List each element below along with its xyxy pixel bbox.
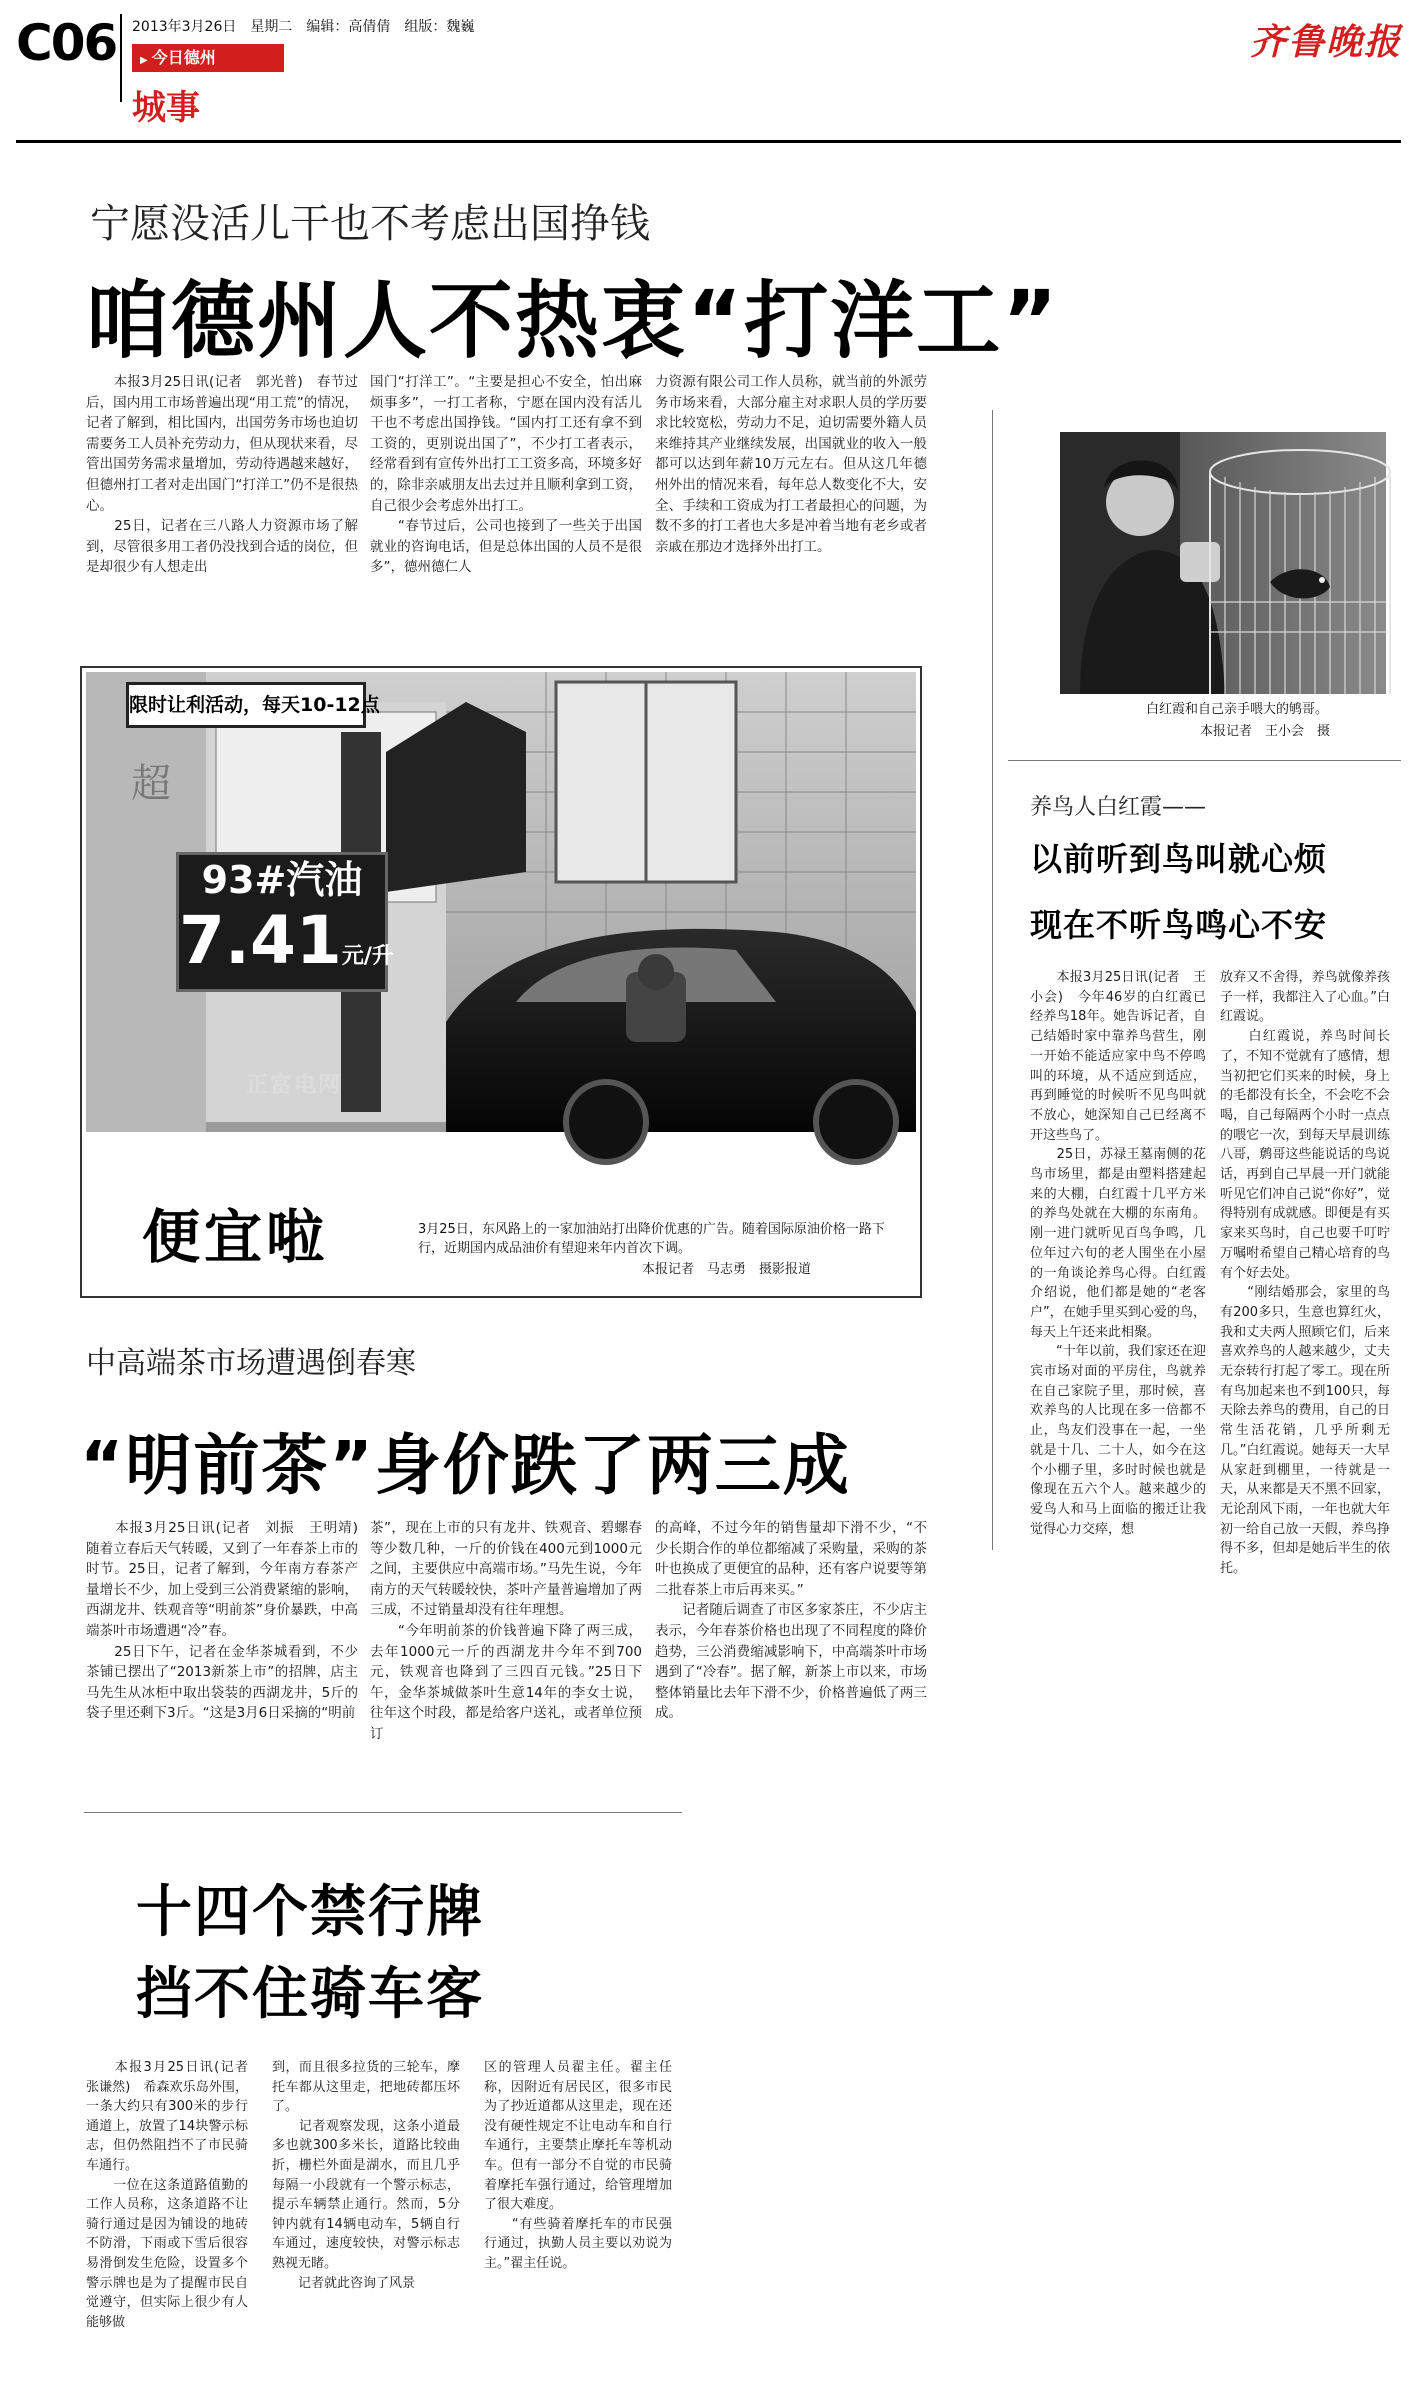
price-sign-value: 7.41 <box>179 902 342 979</box>
article-divider <box>84 1812 682 1813</box>
section-tag-arrow: ▶ <box>140 55 148 66</box>
article2-column-2: 茶”，现在上市的只有龙井、铁观音、碧螺春等少数几种，一斤的价钱在400元到1000元之间，主要供应中高端市场。”马先生说，今年南方的天气转暖较快，茶叶产量普遍增加了两三成，不过销量却没有往年理想。 “今年明前茶的价钱普遍下降了两三成，去年1000元一斤的西湖龙井今年不到700元，铁观音也降到了三四百元钱。”25日下午，金华茶城做茶叶生意14年的李女士说，往年这个时段，都是给客户送礼，或者单位预订 <box>370 1520 642 1742</box>
article2-subtitle: 中高端茶市场遭遇倒春寒 <box>86 1346 416 1381</box>
article3-title-line2: 挡不住骑车客 <box>136 1962 484 2027</box>
station-brand-sign: 正富电网 <box>246 1073 343 1098</box>
article2-title: “明前茶”身价跌了两三成 <box>80 1427 851 1504</box>
promo-sign <box>126 682 380 728</box>
masthead-logo: 齐鲁晚报 <box>1250 21 1403 63</box>
bird-keeper-photo <box>1060 432 1386 694</box>
article1-column-3: 力资源有限公司工作人员称，就当前的外派劳务市场来看，大部分雇主对求职人员的学历要求比较宽松，劳动力不足，迫切需要外籍人员来维持其产业继续发展，出国就业的收入一般都可以达到年薪10万元左右。但从这几年德州外出的情况来看，每年总人数变化不大，安全、手续和工资成为打工者最担心的问题，为数不多的打工者也大多是冲着当地有老乡或者亲戚在那边才选择外出打工。 <box>655 374 927 555</box>
article3-column-3: 区的管理人员翟主任。翟主任称，因附近有居民区，很多市民为了抄近道都从这里走，现在还没有硬性规定不让电动车和自行车通行，主要禁止摩托车等机动车。但有一部分不自觉的市民骑着摩托车强行通过，给管理增加了很大难度。 “有些骑着摩托车的市民强行通过，执勤人员主要以劝说为主。”翟主任说。 <box>484 2060 672 2271</box>
article1-title: 咱德州人不热衷“打洋工” <box>85 272 1060 370</box>
bird-section-rule <box>1008 760 1401 761</box>
article4-column-1: 本报3月25日讯(记者 王小会) 今年46岁的白红霞已经养鸟18年。她告诉记者，自己结婚时家中靠养鸟营生，刚一开始不能适应家中鸟不停鸣叫的环境，从不适应到适应，再到睡觉的时候听不见鸟叫就不放心，她深知自己已经离不开这些鸟了。 25日，苏禄王墓南侧的花鸟市场里，都是由塑料搭建起来的大棚，白红霞十几平方米的养鸟处就在大棚的东南角。刚一进门就听见百鸟争鸣，几位年过六旬的老人围坐在小屋的一角谈论养鸟心得。白红霞介绍说，他们都是她的“老客户”，在她手里买到心爱的鸟，每天上午还来此相聚。 “十年以前，我们家还在迎宾市场对面的平房住，鸟就养在自己家院子里，那时候，喜欢养鸟的人比现在多一倍都不止，鸟友们没事在一起，一坐就是十几、二十人，如今在这个小棚子里，多时时候也就是像现在五六个人。越来越少的爱鸟人和马上面临的搬迁让我觉得心力交瘁，想 <box>1030 970 1206 1537</box>
header-rule <box>16 140 1401 143</box>
price-sign-fuel: 93#汽油 <box>201 858 363 902</box>
price-sign-unit: 元/升 <box>341 944 394 969</box>
article4-title-line2: 现在不听鸟鸣心不安 <box>1030 906 1328 944</box>
store-sign-char: 超 <box>131 761 171 807</box>
article1-column-2: 国门“打洋工”。“主要是担心不安全，怕出麻烦事多”，一打工者称，宁愿在国内没有活儿干也不考虑出国挣钱。“国内打工还有拿不到工资的，更别说出国了”，不少打工者表示，经常看到有宣传外出打工工资多高，环境多好的，除非亲戚朋友出去过并且顺利拿到工资，自己很少会考虑外出打工。 “春节过后，公司也接到了一些关于出国就业的咨询电话，但是总体出国的人员不是很多”，德州德仁人 <box>370 374 642 576</box>
article4-title-line1: 以前听到鸟叫就心烦 <box>1030 840 1328 878</box>
promo-sign-text: 限时让利活动，每天10-12点 <box>129 694 380 716</box>
bird-keeper-illustration <box>1060 432 1386 694</box>
gas-photo-headline: 便宜啦 <box>142 1203 329 1271</box>
section-title: 城事 <box>132 88 200 128</box>
article2-column-1: 本报3月25日讯(记者 刘振 王明靖) 随着立春后天气转暖，又到了一年春茶上市的时节。25日，记者了解到，今年南方春茶产量增长不少，加上受到三公消费紧缩的影响，西湖龙井、铁观音等“明前茶”身价暴跌，中高端茶叶市场遭遇“冷”春。 25日下午，记者在金华茶城看到，不少茶铺已摆出了“2013新茶上市”的招牌，店主马先生从冰柜中取出袋装的西湖龙井，5斤的袋子里还剩下3斤。“这是3月6日采摘的“明前 <box>86 1520 358 1722</box>
bird-photo-credit: 本报记者 王小会 摄 <box>1200 724 1331 739</box>
gas-station-photo <box>86 672 916 1132</box>
column-divider <box>992 410 993 1550</box>
bird-photo-caption: 白红霞和自己亲手喂大的鸲哥。 <box>1146 702 1329 717</box>
page-number: C06 <box>16 14 117 72</box>
price-sign <box>176 852 394 992</box>
article3-title-line1: 十四个禁行牌 <box>136 1880 484 1945</box>
gas-photo-frame <box>80 666 922 1298</box>
article2-column-3: 的高峰，不过今年的销售量却下滑不少，“不少长期合作的单位都缩减了采购量，采购的茶叶也换成了更便宜的品种，还有客户说要等第二批春茶上市后再来买。” 记者随后调查了市区多家茶庄，不少店主表示，今年春茶价格也出现了不同程度的降价趋势，三公消费缩减影响下，中高端茶叶市场遇到了“冷春”。据了解，新茶上市以来，市场整体销量比去年下滑不少，价格普遍低了两三成。 <box>655 1520 927 1722</box>
header-divider <box>120 14 122 102</box>
issue-meta: 2013年3月26日 星期二 编辑：高倩倩 组版：魏巍 <box>132 19 475 35</box>
article4-column-2: 放弃又不舍得，养鸟就像养孩子一样，我都注入了心血。”白红霞说。 白红霞说，养鸟时间长了，不知不觉就有了感情，想当初把它们买来的时候，身上的毛都没有长全，不会吃不会喝，自己每隔两个小时一点点的喂它一次，到每天早晨训练八哥，鹩哥这些能说话的鸟说话，再到自己早晨一开门就能听见它们冲自己说“你好”，觉得特别有成就感。即便是有买家来买鸟时，自己也要千叮咛万嘱咐希望自己精心培育的鸟有个好去处。 “刚结婚那会，家里的鸟有200多只，生意也算红火，我和丈夫两人照顾它们，后来喜欢养鸟的人越来越少，丈夫无奈转行打起了零工。现在所有鸟加起来也不到100只，每天除去养鸟的费用，自己的日常生活花销，几乎所剩无几。”白红霞说。她每天一大早从家赶到棚里，一待就是一天，从来都是天不黑不回家，无论刮风下雨，一年也就大年初一给自己放一天假，养鸟挣得不多，但却是她后半生的依托。 <box>1220 970 1390 1577</box>
article4-kicker: 养鸟人白红霞—— <box>1030 795 1207 820</box>
section-tag-label: 今日德州 <box>151 48 216 67</box>
page-header <box>0 0 1417 140</box>
article1-column-1: 本报3月25日讯(记者 郭光普) 春节过后，国内用工市场普遍出现“用工荒”的情况，记者了解到，相比国内，出国劳务市场也迫切需要务工人员补充劳动力，但从现状来看，尽管出国劳务需求量增加，劳动待遇越来越好，但德州打工者对走出国门“打洋工”仍不是很热心。 25日，记者在三八路人力资源市场了解到，尽管很多用工者仍没找到合适的岗位，但是却很少有人想走出 <box>86 374 358 576</box>
gas-photo-caption: 3月25日，东风路上的一家加油站打出降价优惠的广告。随着国际原油价格一路下行，近期国内成品油价有望迎来年内首次下调。 <box>418 1222 885 1256</box>
article1-subtitle: 宁愿没活儿干也不考虑出国挣钱 <box>90 201 650 247</box>
section-tag <box>132 44 284 72</box>
article3-column-2: 到，而且很多拉货的三轮车，摩托车都从这里走，把地砖都压坏了。 记者观察发现，这条小道最多也就300多米长，道路比较曲折，栅栏外面是湖水，而且几乎每隔一小段就有一个警示标志，提示车辆禁止通行。然而，5分钟内就有14辆电动车，5辆自行车通过，速度较快，对警示标志熟视无睹。 记者就此咨询了风景 <box>272 2060 460 2291</box>
gas-photo-credit: 本报记者 马志勇 摄影报道 <box>642 1262 812 1277</box>
article3-column-1: 本报3月25日讯(记者 张谦然) 希森欢乐岛外围，一条大约只有300米的步行通道上，放置了14块警示标志，但仍然阻挡不了市民骑车通行。 一位在这条道路值勤的工作人员称，这条道路不让骑行通过是因为铺设的地砖不防滑，下雨或下雪后很容易滑倒发生危险，设置多个警示牌也是为了提醒市民自觉遵守，但实际上很少有人能够做 <box>86 2060 248 2330</box>
